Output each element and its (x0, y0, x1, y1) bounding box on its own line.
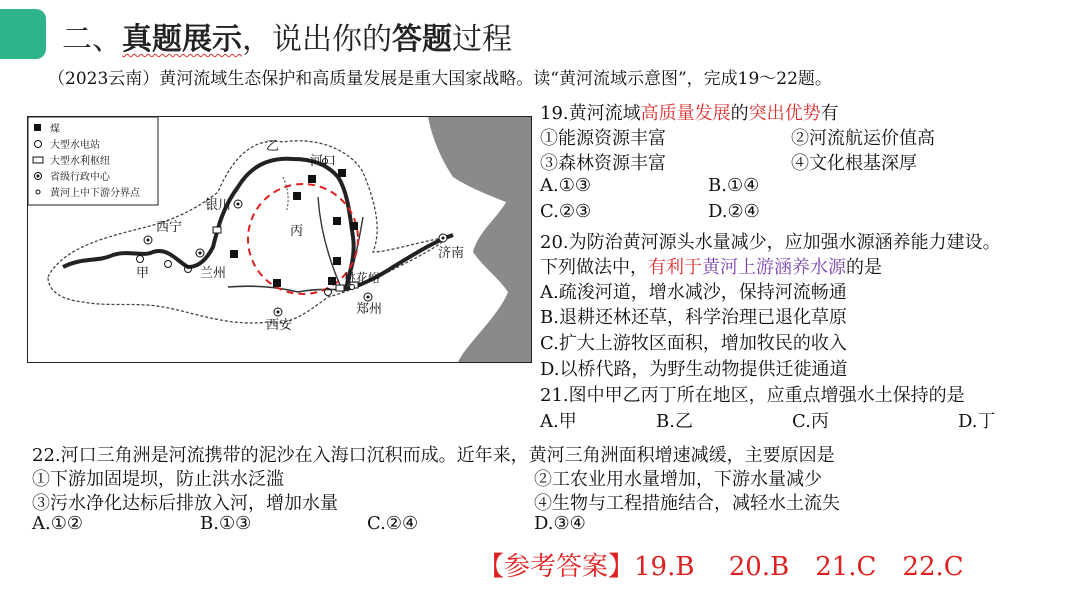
label-jinan: 济南 (438, 246, 465, 261)
q20-highlight-2: 黄河上游涵养水源 (702, 257, 846, 278)
title-part1: 真题展示 (122, 22, 242, 57)
q21-choice-c: C.丙 (792, 411, 829, 432)
legend-capital: 省级行政中心 (50, 172, 110, 183)
q22-choice-a: A.①② (32, 513, 83, 534)
label-xining: 西宁 (156, 220, 183, 235)
label-yinchuan: 银川 (205, 198, 232, 213)
q20-choice-a: A.疏浚河道，增水减沙，保持河流畅通 (540, 282, 847, 303)
q20-choice-c: C.扩大上游牧区面积，增加牧民的收入 (540, 333, 847, 354)
q19-choice-b: B.①④ (708, 175, 760, 196)
answer-label: 【参考答案】 (478, 552, 635, 582)
label-yi: 乙 (266, 139, 280, 154)
q20-choice-b: B.退耕还林还草，科学治理已退化草原 (540, 307, 847, 328)
yellow-river-map (27, 116, 532, 363)
q19-highlight-1: 高质量发展 (640, 103, 731, 124)
hydropower-icon (35, 141, 42, 148)
q21-choice-b: B.乙 (656, 411, 693, 432)
q22-option-3: ③污水净化达标后排放入河，增加水量 (32, 493, 338, 514)
title-part3: 答题 (392, 22, 452, 57)
q19-option-1: ①能源资源丰富 (540, 128, 666, 149)
answer-values: 19.B 20.B 21.C 22.C (634, 552, 964, 582)
q20-stem-1: 20.为防治黄河源头水量减少，应加强水源涵养能力建设。 (540, 232, 1001, 253)
water-project-icon (33, 157, 43, 163)
q21-choice-a: A.甲 (540, 411, 577, 432)
q22-stem: 22.河口三角洲是河流携带的泥沙在入海口沉积而成。近年来，黄河三角洲面积增速减缓，主要原因是 (32, 445, 835, 466)
boundary-point-icon (36, 190, 40, 194)
legend-water-project: 大型水利枢纽 (50, 156, 110, 167)
q19-choice-d: D.②④ (708, 201, 760, 222)
q22-choice-b: B.①③ (200, 513, 252, 534)
q19-option-3: ③森林资源丰富 (540, 153, 666, 174)
label-bing: 丙 (290, 224, 304, 239)
title-prefix: 二、 (62, 22, 122, 57)
q21-choice-d: D.丁 (958, 411, 996, 432)
q19-option-4: ④文化根基深厚 (791, 153, 917, 174)
basin-boundary (48, 141, 448, 323)
map-legend (33, 122, 141, 199)
legend-hydropower: 大型水电站 (50, 140, 100, 151)
page-title (62, 14, 512, 58)
q22-option-4: ④生物与工程措施结合，减轻水土流失 (534, 493, 840, 514)
q19-option-2: ②河流航运价值高 (791, 128, 935, 149)
q22-choice-d: D.③④ (534, 513, 586, 534)
q22-option-1: ①下游加固堤坝，防止洪水泛滥 (32, 469, 284, 490)
q19-highlight-2: 突出优势 (748, 103, 821, 124)
capital-markers (144, 200, 447, 316)
q21-stem: 21.图中甲乙丙丁所在地区，应重点增强水土保持的是 (540, 385, 965, 406)
label-taohuayu: 桃花峪 (344, 271, 381, 285)
legend-coal: 煤 (50, 124, 60, 135)
hydropower-markers (137, 256, 332, 296)
label-lanzhou: 兰州 (200, 266, 227, 281)
highlight-circle (248, 184, 358, 294)
title-part4: 过程 (452, 22, 512, 57)
q20-choice-d: D.以桥代路，为野生动物提供迁徙通道 (540, 359, 848, 380)
tributary (318, 197, 340, 285)
q22-option-2: ②工农业用水量增加，下游水量减少 (534, 469, 822, 490)
label-hekou: 河口 (310, 154, 337, 169)
label-jia: 甲 (136, 266, 150, 281)
reference-answer (478, 546, 964, 583)
q19-choice-a: A.①③ (540, 175, 591, 196)
q22-choice-c: C.②④ (367, 513, 419, 534)
label-zhengzhou: 郑州 (356, 302, 383, 317)
legend-boundary-point: 黄河上中下游分界点 (50, 188, 140, 199)
q20-stem-2: 下列做法中，有利于黄河上游涵养水源的是 (540, 257, 882, 278)
q19-stem: 19.黄河流域高质量发展的突出优势有 (540, 103, 839, 124)
dry-channel (283, 177, 288, 212)
q20-highlight-1: 有利于 (648, 257, 702, 278)
accent-tab (0, 9, 46, 59)
title-part2: ，说出你的 (242, 22, 392, 57)
q19-choice-c: C.②③ (540, 201, 592, 222)
intro-text: （2023云南）黄河流域生态保护和高质量发展是重大国家战略。读“黄河流域示意图”，完成19～22题。 (48, 69, 832, 89)
coal-icon (34, 124, 41, 131)
label-xian: 西安 (266, 318, 293, 333)
